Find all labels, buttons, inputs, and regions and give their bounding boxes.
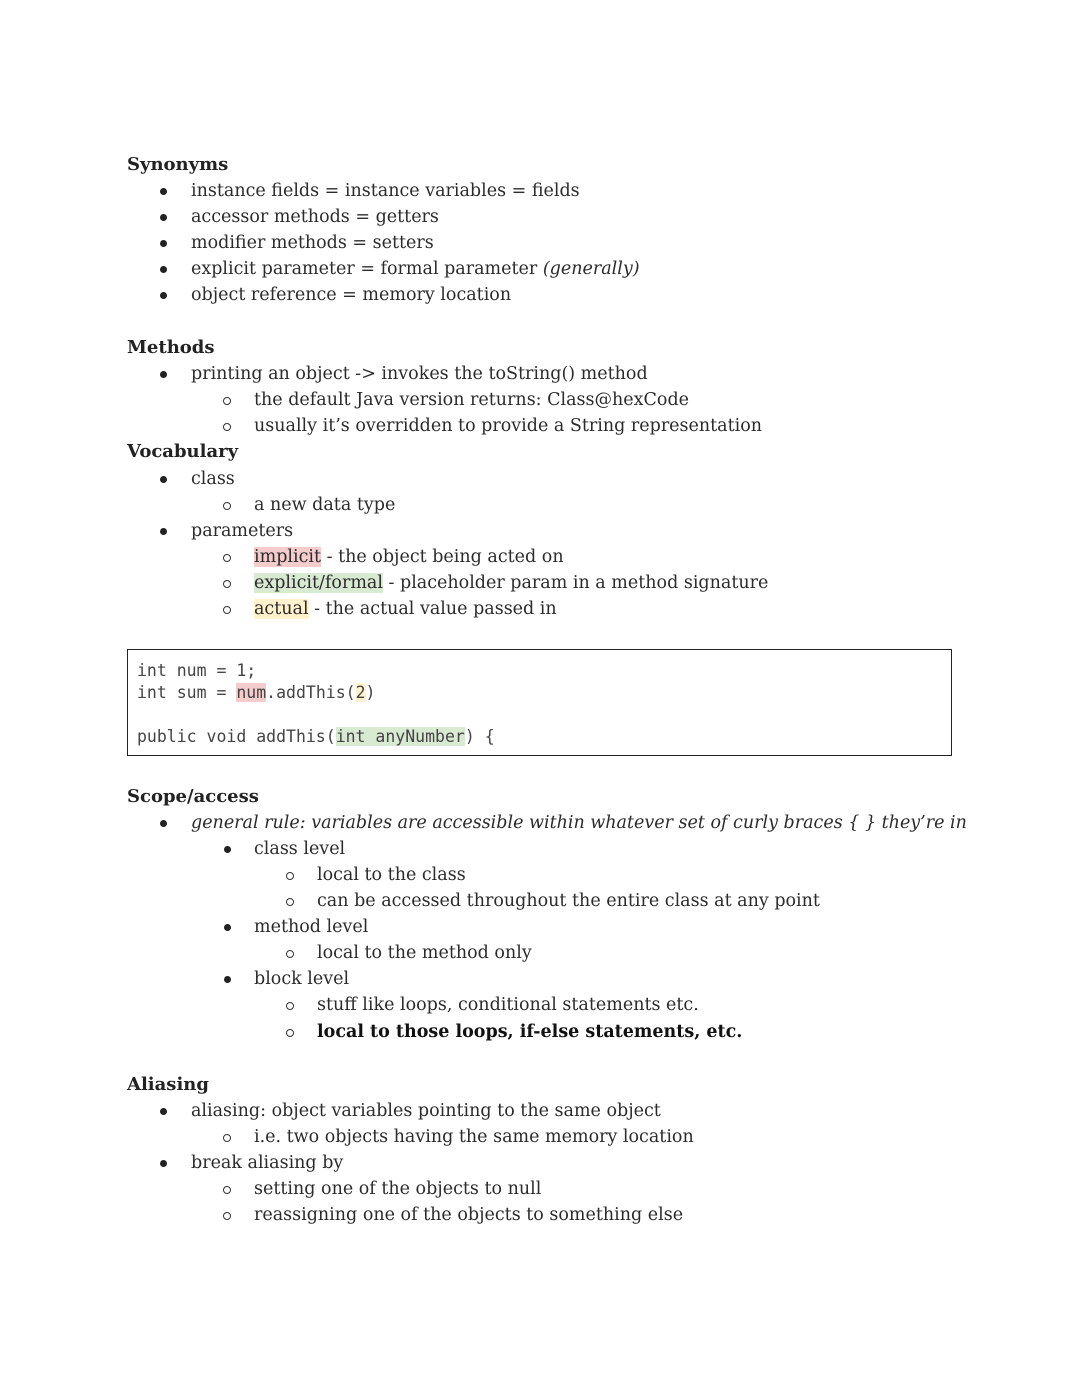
methods-sub-item: usually it’s overridden to provide a String representation bbox=[254, 416, 763, 436]
synonyms-heading: Synonyms bbox=[127, 154, 229, 175]
code-object: num bbox=[236, 683, 267, 702]
bullet-dot bbox=[160, 1160, 167, 1167]
bullet-dot bbox=[160, 266, 167, 273]
bullet-circle bbox=[223, 1134, 231, 1142]
bullet-dot bbox=[160, 476, 167, 483]
aliasing-item: break aliasing by bbox=[191, 1153, 344, 1173]
aliasing-item: aliasing: object variables pointing to the same object bbox=[191, 1101, 661, 1121]
bullet-circle bbox=[223, 502, 231, 510]
bullet-circle bbox=[223, 397, 231, 405]
generally-note: (generally) bbox=[542, 259, 640, 279]
bullet-circle bbox=[286, 872, 294, 880]
bullet-circle bbox=[223, 580, 231, 588]
vocabulary-heading: Vocabulary bbox=[127, 441, 239, 462]
scope-class-level: class level bbox=[254, 839, 346, 859]
bullet-dot bbox=[224, 924, 231, 931]
synonym-item: object reference = memory location bbox=[191, 285, 512, 305]
code-box bbox=[127, 649, 952, 756]
synonym-item bbox=[191, 258, 640, 280]
bullet-dot bbox=[160, 371, 167, 378]
code-line-2-prefix: int sum = bbox=[137, 683, 237, 702]
bullet-circle bbox=[286, 898, 294, 906]
aliasing-sub-item: i.e. two objects having the same memory location bbox=[254, 1127, 694, 1147]
bullet-circle bbox=[223, 554, 231, 562]
bullet-circle bbox=[223, 423, 231, 431]
explicit-definition: - placeholder param in a method signature bbox=[382, 573, 769, 593]
scope-block-sub-bold: local to those loops, if-else statements, etc. bbox=[317, 1022, 743, 1042]
methods-sub-item: the default Java version returns: Class@hexCode bbox=[254, 390, 690, 410]
bullet-circle bbox=[223, 1212, 231, 1220]
bullet-circle bbox=[223, 1186, 231, 1194]
vocab-explicit bbox=[254, 572, 768, 594]
code-line-3-prefix: public void addThis( bbox=[137, 727, 336, 746]
synonym-item-text: explicit parameter = formal parameter bbox=[191, 259, 538, 279]
bullet-dot bbox=[160, 292, 167, 299]
actual-term: actual bbox=[254, 599, 309, 619]
code-line-2-end: ) bbox=[365, 683, 376, 702]
synonym-item: instance fields = instance variables = fields bbox=[191, 181, 580, 201]
bullet-circle bbox=[286, 950, 294, 958]
vocab-implicit bbox=[254, 546, 564, 568]
vocab-class-def: a new data type bbox=[254, 495, 396, 515]
aliasing-sub-item: setting one of the objects to null bbox=[254, 1179, 542, 1199]
vocab-actual bbox=[254, 598, 557, 620]
methods-heading: Methods bbox=[127, 337, 215, 358]
bullet-dot bbox=[160, 214, 167, 221]
explicit-term: explicit/formal bbox=[254, 573, 383, 593]
actual-definition: - the actual value passed in bbox=[308, 599, 557, 619]
scope-class-sub: local to the class bbox=[317, 865, 466, 885]
bullet-dot bbox=[160, 188, 167, 195]
code-line-3 bbox=[137, 727, 495, 746]
code-argument: 2 bbox=[355, 683, 366, 702]
aliasing-heading: Aliasing bbox=[127, 1074, 209, 1095]
scope-block-level: block level bbox=[254, 969, 350, 989]
code-parameter: int anyNumber bbox=[335, 727, 465, 746]
code-line-3-end: ) { bbox=[464, 727, 495, 746]
synonym-item: accessor methods = getters bbox=[191, 207, 439, 227]
bullet-circle bbox=[286, 1029, 294, 1037]
bullet-circle bbox=[286, 1002, 294, 1010]
scope-block-sub: stuff like loops, conditional statements etc. bbox=[317, 995, 699, 1015]
scope-method-level: method level bbox=[254, 917, 369, 937]
code-line-1: int num = 1; bbox=[137, 661, 257, 680]
bullet-dot bbox=[160, 1108, 167, 1115]
scope-class-sub: can be accessed throughout the entire class at any point bbox=[317, 891, 820, 911]
bullet-circle bbox=[223, 606, 231, 614]
code-method-call: .addThis( bbox=[266, 683, 356, 702]
synonym-item: modifier methods = setters bbox=[191, 233, 434, 253]
aliasing-sub-item: reassigning one of the objects to something else bbox=[254, 1205, 684, 1225]
scope-heading: Scope/access bbox=[127, 786, 259, 807]
vocab-class: class bbox=[191, 469, 235, 489]
implicit-term: implicit bbox=[254, 547, 322, 567]
bullet-dot bbox=[160, 820, 167, 827]
implicit-definition: - the object being acted on bbox=[321, 547, 564, 567]
code-line-2 bbox=[137, 683, 375, 702]
bullet-dot bbox=[224, 846, 231, 853]
bullet-dot bbox=[160, 240, 167, 247]
methods-item: printing an object -> invokes the toString() method bbox=[191, 364, 648, 384]
vocab-parameters: parameters bbox=[191, 521, 294, 541]
scope-method-sub: local to the method only bbox=[317, 943, 532, 963]
bullet-dot bbox=[160, 528, 167, 535]
scope-rule: general rule: variables are accessible within whatever set of curly braces { } they’re in bbox=[191, 813, 967, 833]
bullet-dot bbox=[224, 976, 231, 983]
